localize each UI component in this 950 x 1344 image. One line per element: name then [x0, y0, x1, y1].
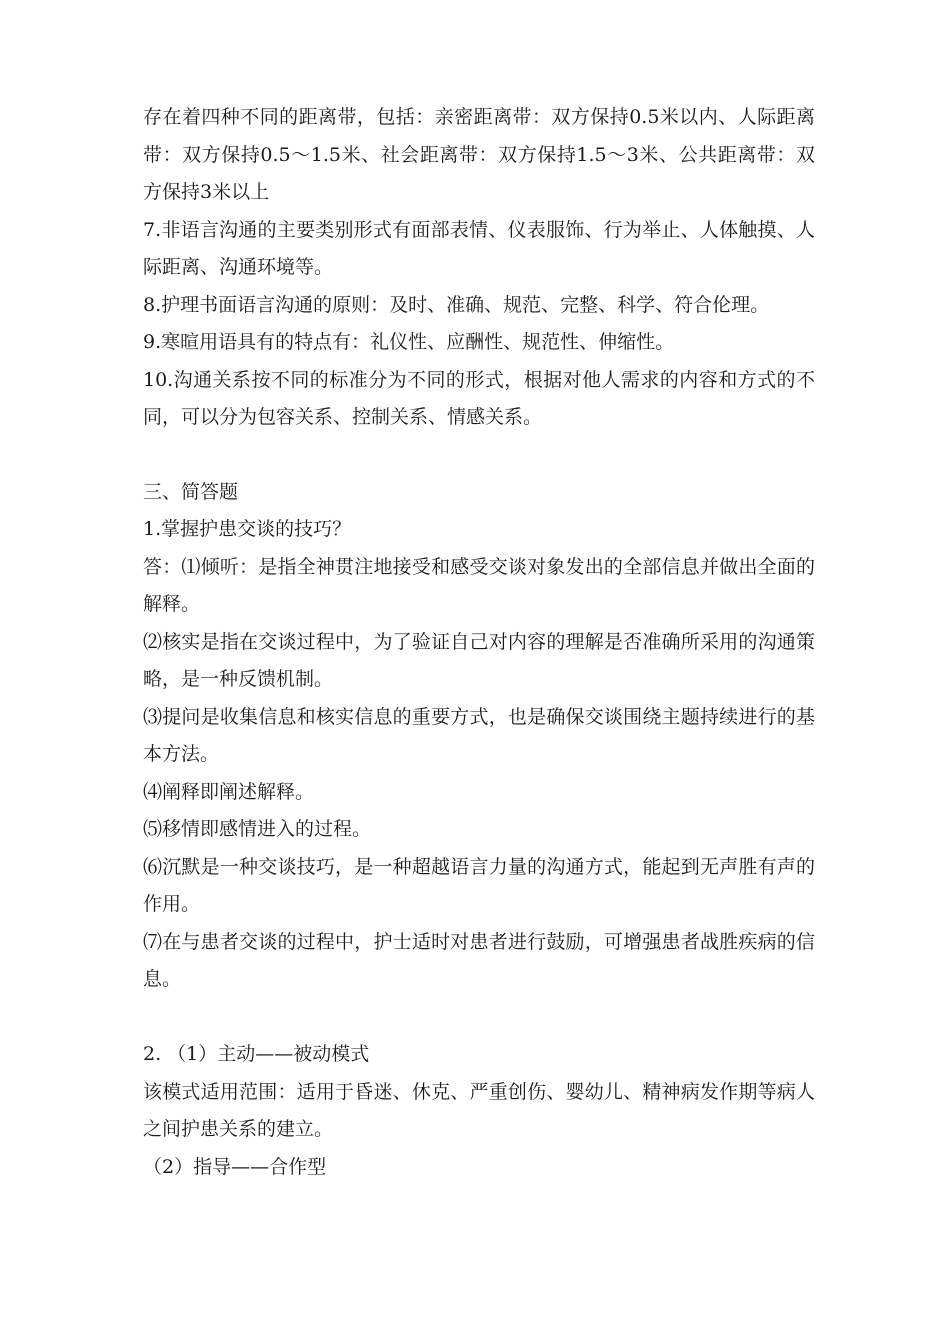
text-line: （2）指导——合作型: [143, 1156, 327, 1178]
text-line: 息。: [143, 968, 182, 990]
question-title: 1.掌握护患交谈的技巧？: [143, 518, 352, 540]
text-line: 8.护理书面语言沟通的原则：及时、准确、规范、完整、科学、符合伦理。: [143, 294, 770, 316]
text-line: ⑷阐释即阐述解释。: [143, 781, 315, 803]
text-line: ⑶提问是收集信息和核实信息的重要方式，也是确保交谈围绕主题持续进行的基: [143, 706, 815, 728]
text-line: 略，是一种反馈机制。: [143, 668, 334, 690]
text-line: 之间护患关系的建立。: [143, 1118, 334, 1140]
text-line: 方保持3米以上: [143, 181, 270, 203]
text-line: 际距离、沟通环境等。: [143, 256, 334, 278]
text-line: ⑸移情即感情进入的过程。: [143, 818, 372, 840]
text-line: ⑹沉默是一种交谈技巧，是一种超越语言力量的沟通方式，能起到无声胜有声的: [143, 856, 815, 878]
text-line: 作用。: [143, 893, 201, 915]
text-line: 答：⑴倾听：是指全神贯注地接受和感受交谈对象发出的全部信息并做出全面的: [143, 556, 815, 578]
text-line: 2. （1）主动——被动模式: [143, 1043, 370, 1065]
text-line: ⑺在与患者交谈的过程中，护士适时对患者进行鼓励，可增强患者战胜疾病的信: [143, 931, 815, 953]
text-line: 带：双方保持0.5～1.5米、社会距离带：双方保持1.5～3米、公共距离带：双: [143, 144, 815, 166]
text-line: 10.沟通关系按不同的标准分为不同的形式，根据对他人需求的内容和方式的不: [143, 369, 815, 391]
text-line: 7.非语言沟通的主要类别形式有面部表情、仪表服饰、行为举止、人体触摸、人: [143, 219, 815, 241]
text-line: 该模式适用范围：适用于昏迷、休克、严重创伤、婴幼儿、精神病发作期等病人: [143, 1081, 815, 1103]
text-line: ⑵核实是指在交谈过程中，为了验证自己对内容的理解是否准确所采用的沟通策: [143, 631, 815, 653]
text-line: 本方法。: [143, 743, 220, 765]
section-heading: 三、简答题: [143, 481, 239, 503]
text-line: 解释。: [143, 593, 201, 615]
text-line: 9.寒暄用语具有的特点有：礼仪性、应酬性、规范性、伸缩性。: [143, 331, 675, 353]
text-line: 存在着四种不同的距离带，包括：亲密距离带：双方保持0.5米以内、人际距离: [143, 106, 815, 128]
text-line: 同，可以分为包容关系、控制关系、情感关系。: [143, 406, 543, 428]
